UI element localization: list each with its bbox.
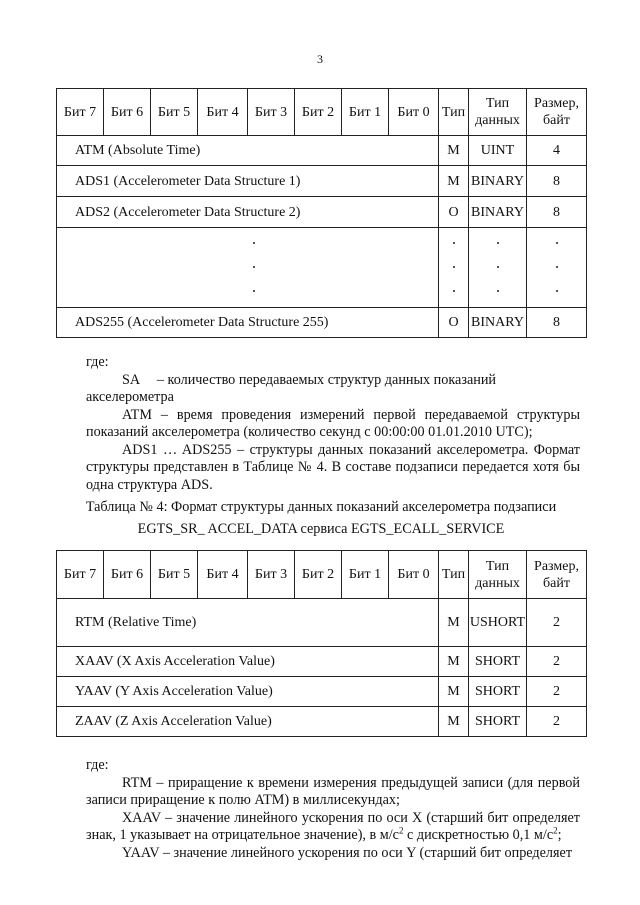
table-row — [57, 197, 587, 228]
accel-data-subrecord-table — [56, 88, 587, 338]
ellipsis-dot — [497, 290, 499, 292]
header-cell: Тип — [439, 551, 469, 599]
header-cell: Бит 4 — [198, 551, 248, 599]
header-cell: Тип данных — [469, 89, 527, 136]
header-cell: Бит 0 — [389, 551, 439, 599]
field-name: ADS2 (Accelerometer Data Structure 2) — [57, 197, 439, 228]
field-type: M — [439, 647, 469, 677]
yaav-description: YAAV – значение линейного ускорения по оси Y (старший бит определяет — [122, 844, 573, 861]
header-cell: Размер, байт — [527, 89, 587, 136]
table-row — [57, 599, 587, 647]
header-cell: Бит 1 — [342, 551, 389, 599]
ellipsis-dot — [556, 242, 558, 244]
field-data-type: BINARY — [469, 197, 527, 228]
accel-structure-table — [56, 550, 587, 737]
ellipsis-dot — [453, 290, 455, 292]
table-row — [57, 136, 587, 166]
field-name: RTM (Relative Time) — [57, 599, 439, 647]
atm-description: ATM – время проведения измерений первой передаваемой структуры показаний акселерометра (количество секунд с 00:00:00 01.01.2010 UTC); — [86, 406, 580, 440]
field-type: M — [439, 677, 469, 707]
table4-description — [86, 757, 580, 862]
where-label: где: — [86, 354, 109, 370]
field-data-type: BINARY — [469, 308, 527, 338]
header-cell: Бит 3 — [248, 551, 295, 599]
xaav-description — [86, 810, 580, 845]
field-size: 8 — [527, 166, 587, 197]
field-data-type: UINT — [469, 136, 527, 166]
sa-text: – количество передаваемых структур данных показаний акселерометра — [86, 371, 497, 405]
sa-description — [86, 372, 580, 407]
table-row — [57, 166, 587, 197]
field-type: M — [439, 707, 469, 737]
where-label: где: — [86, 757, 109, 773]
header-cell: Бит 1 — [342, 89, 389, 136]
field-type: M — [439, 136, 469, 166]
field-size: 2 — [527, 677, 587, 707]
ellipsis-dot — [497, 266, 499, 268]
field-size: 2 — [527, 707, 587, 737]
field-name: ATM (Absolute Time) — [57, 136, 439, 166]
xaav-text: XAAV – значение линейного ускорения по оси X (старший бит определяет знак, 1 указывает на отрицательное значение), в м/с — [86, 809, 580, 843]
field-name: YAAV (Y Axis Acceleration Value) — [57, 677, 439, 707]
xaav-text-end: ; — [557, 827, 562, 843]
field-name: XAAV (X Axis Acceleration Value) — [57, 647, 439, 677]
caption-line-1: Таблица № 4: Формат структуры данных показаний акселерометра подзаписи — [85, 499, 557, 515]
field-size: 8 — [527, 197, 587, 228]
ellipsis-dot — [556, 266, 558, 268]
ads-description: ADS1 … ADS255 – структуры данных показаний акселерометра. Формат структуры представлен в Таблице № 4. В составе подзаписи передается хотя бы одна структура ADS. — [86, 441, 580, 493]
header-cell: Бит 7 — [57, 551, 104, 599]
field-type: O — [439, 197, 469, 228]
table-row — [57, 308, 587, 338]
xaav-text-cont: с дискретностью 0,1 м/с — [403, 827, 554, 843]
header-cell: Размер, байт — [527, 551, 587, 599]
field-name: ADS1 (Accelerometer Data Structure 1) — [57, 166, 439, 197]
rtm-description: RTM – приращение к времени измерения предыдущей записи (для первой записи приращение к полю ATM) в миллисекундах; — [86, 774, 580, 808]
table-row — [57, 707, 587, 737]
field-data-type: SHORT — [469, 647, 527, 677]
header-cell: Бит 3 — [248, 89, 295, 136]
caption-line-2: EGTS_SR_ ACCEL_DATA сервиса EGTS_ECALL_SERVICE — [137, 521, 505, 537]
ellipsis-cell — [439, 228, 469, 308]
header-cell: Тип — [439, 89, 469, 136]
table-row — [57, 647, 587, 677]
header-cell: Бит 0 — [389, 89, 439, 136]
table1-description — [86, 354, 580, 494]
header-cell: Тип данных — [469, 551, 527, 599]
ellipsis-dot — [253, 266, 255, 268]
field-size: 2 — [527, 647, 587, 677]
table-header-row — [57, 89, 587, 136]
header-cell: Бит 5 — [151, 89, 198, 136]
field-type: M — [439, 166, 469, 197]
header-cell: Бит 4 — [198, 89, 248, 136]
ellipsis-row — [57, 228, 587, 308]
field-name: ADS255 (Accelerometer Data Structure 255) — [57, 308, 439, 338]
header-cell: Бит 5 — [151, 551, 198, 599]
ellipsis-cell — [527, 228, 587, 308]
field-size: 4 — [527, 136, 587, 166]
field-data-type: BINARY — [469, 166, 527, 197]
table4-caption — [56, 496, 586, 540]
ellipsis-dot — [453, 266, 455, 268]
header-cell: Бит 2 — [295, 89, 342, 136]
field-size: 2 — [527, 599, 587, 647]
table-row — [57, 677, 587, 707]
ellipsis-dot — [556, 290, 558, 292]
field-type: O — [439, 308, 469, 338]
header-cell: Бит 7 — [57, 89, 104, 136]
ellipsis-dot — [253, 242, 255, 244]
header-cell: Бит 2 — [295, 551, 342, 599]
header-cell: Бит 6 — [104, 551, 151, 599]
sa-term: SA — [122, 371, 140, 388]
ellipsis-dot — [497, 242, 499, 244]
page-number: 3 — [317, 52, 323, 66]
superscript: 2 — [553, 825, 558, 836]
ellipsis-cell — [469, 228, 527, 308]
header-cell: Бит 6 — [104, 89, 151, 136]
field-name: ZAAV (Z Axis Acceleration Value) — [57, 707, 439, 737]
ellipsis-dot — [453, 242, 455, 244]
field-size: 8 — [527, 308, 587, 338]
table-header-row — [57, 551, 587, 599]
field-data-type: SHORT — [469, 707, 527, 737]
ellipsis-dot — [253, 290, 255, 292]
field-data-type: USHORT — [469, 599, 527, 647]
ellipsis-cell — [57, 228, 439, 308]
field-type: M — [439, 599, 469, 647]
field-data-type: SHORT — [469, 677, 527, 707]
superscript: 2 — [398, 825, 404, 836]
